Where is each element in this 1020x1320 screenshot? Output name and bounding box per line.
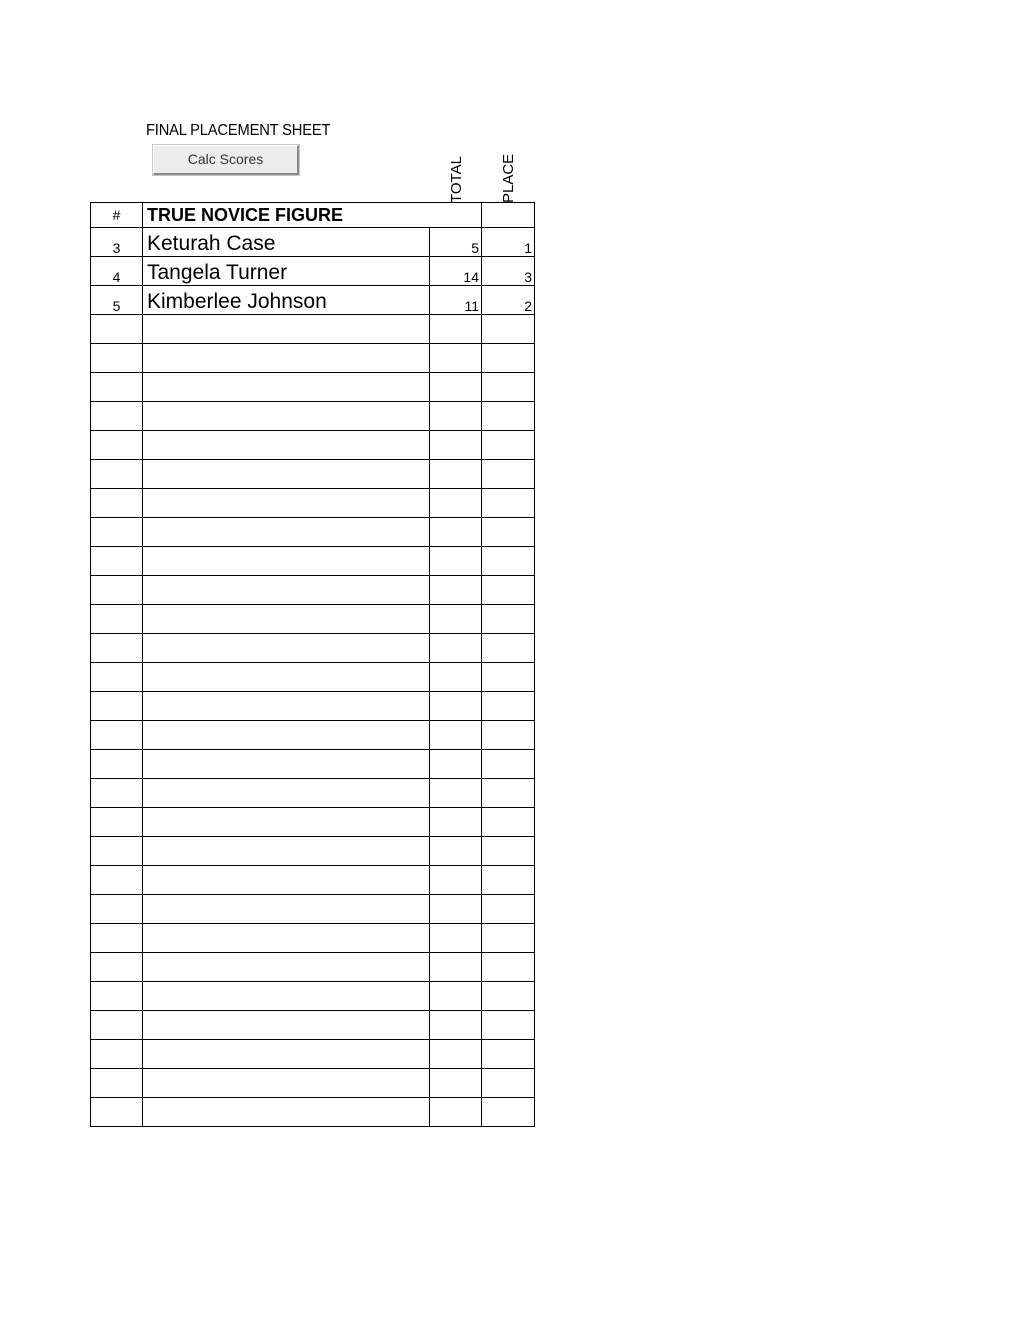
entry-total-cell bbox=[430, 431, 482, 460]
empty-table-row bbox=[91, 866, 535, 895]
total-column-header: TOTAL bbox=[448, 156, 465, 203]
entry-name-cell bbox=[143, 373, 430, 402]
entry-place-cell bbox=[482, 837, 535, 866]
empty-table-row bbox=[91, 460, 535, 489]
empty-table-row bbox=[91, 663, 535, 692]
entry-number-cell bbox=[91, 315, 143, 344]
entry-total-cell bbox=[430, 895, 482, 924]
placement-table bbox=[90, 202, 535, 1127]
empty-table-row bbox=[91, 1069, 535, 1098]
entry-total-cell bbox=[430, 692, 482, 721]
entry-total-cell bbox=[430, 634, 482, 663]
entry-total-cell bbox=[430, 953, 482, 982]
entry-total-cell: 14 bbox=[430, 257, 482, 286]
entry-number-cell bbox=[91, 1040, 143, 1069]
sheet-title: FINAL PLACEMENT SHEET bbox=[146, 122, 331, 139]
empty-table-row bbox=[91, 1011, 535, 1040]
entry-number-cell bbox=[91, 1069, 143, 1098]
entry-place-cell: 3 bbox=[482, 257, 535, 286]
entry-name-cell bbox=[143, 605, 430, 634]
entry-name-cell: Keturah Case bbox=[143, 228, 430, 257]
entry-number-cell bbox=[91, 721, 143, 750]
entry-place-cell bbox=[482, 518, 535, 547]
entry-number-cell: 4 bbox=[91, 257, 143, 286]
entry-total-cell bbox=[430, 1040, 482, 1069]
empty-table-row bbox=[91, 431, 535, 460]
entry-total-cell bbox=[430, 344, 482, 373]
entry-place-cell bbox=[482, 431, 535, 460]
entry-total-cell bbox=[430, 315, 482, 344]
entry-total-cell bbox=[430, 808, 482, 837]
entry-number-cell bbox=[91, 344, 143, 373]
entry-name-cell bbox=[143, 1011, 430, 1040]
calc-scores-button[interactable]: Calc Scores bbox=[153, 145, 299, 175]
empty-table-row bbox=[91, 1098, 535, 1127]
entry-place-cell bbox=[482, 373, 535, 402]
entry-number-cell bbox=[91, 1098, 143, 1127]
empty-table-row bbox=[91, 518, 535, 547]
entry-number-cell bbox=[91, 779, 143, 808]
entry-place-cell bbox=[482, 924, 535, 953]
entry-name-cell bbox=[143, 750, 430, 779]
entry-total-cell bbox=[430, 750, 482, 779]
entry-number-cell bbox=[91, 663, 143, 692]
entry-name-cell bbox=[143, 547, 430, 576]
entry-place-cell bbox=[482, 866, 535, 895]
entry-total-cell bbox=[430, 518, 482, 547]
entry-number-cell bbox=[91, 1011, 143, 1040]
empty-table-row bbox=[91, 576, 535, 605]
empty-table-row bbox=[91, 982, 535, 1011]
entry-name-cell bbox=[143, 315, 430, 344]
entry-place-cell bbox=[482, 634, 535, 663]
entry-total-cell bbox=[430, 779, 482, 808]
empty-table-row bbox=[91, 895, 535, 924]
entry-place-cell bbox=[482, 721, 535, 750]
entry-total-cell bbox=[430, 547, 482, 576]
entry-number-cell bbox=[91, 982, 143, 1011]
entry-place-cell bbox=[482, 779, 535, 808]
entry-name-cell bbox=[143, 866, 430, 895]
entry-place-cell bbox=[482, 982, 535, 1011]
entry-place-cell bbox=[482, 576, 535, 605]
entry-number-cell bbox=[91, 692, 143, 721]
entry-place-cell: 2 bbox=[482, 286, 535, 315]
entry-number-cell bbox=[91, 460, 143, 489]
entry-total-cell bbox=[430, 373, 482, 402]
entry-total-cell bbox=[430, 489, 482, 518]
entry-place-cell bbox=[482, 489, 535, 518]
entry-name-cell bbox=[143, 1069, 430, 1098]
empty-table-row bbox=[91, 837, 535, 866]
entry-total-cell bbox=[430, 1098, 482, 1127]
entry-name-cell bbox=[143, 663, 430, 692]
number-header-cell: # bbox=[91, 203, 143, 228]
empty-table-row bbox=[91, 634, 535, 663]
category-heading-cell: TRUE NOVICE FIGURE bbox=[143, 203, 430, 228]
entry-total-cell bbox=[430, 1069, 482, 1098]
entry-name-cell bbox=[143, 402, 430, 431]
entry-name-cell bbox=[143, 982, 430, 1011]
empty-table-row bbox=[91, 315, 535, 344]
entry-name-cell bbox=[143, 518, 430, 547]
entry-name-cell bbox=[143, 634, 430, 663]
entry-place-cell bbox=[482, 1069, 535, 1098]
entry-place-cell bbox=[482, 605, 535, 634]
entry-place-cell bbox=[482, 895, 535, 924]
entry-number-cell: 3 bbox=[91, 228, 143, 257]
empty-table-row bbox=[91, 750, 535, 779]
entry-total-cell: 5 bbox=[430, 228, 482, 257]
entry-place-cell bbox=[482, 402, 535, 431]
empty-table-row bbox=[91, 924, 535, 953]
entry-name-cell bbox=[143, 1040, 430, 1069]
entry-place-cell: 1 bbox=[482, 228, 535, 257]
entry-total-cell bbox=[430, 982, 482, 1011]
entry-place-cell bbox=[482, 750, 535, 779]
entry-name-cell bbox=[143, 489, 430, 518]
entry-place-cell bbox=[482, 1098, 535, 1127]
entry-total-cell bbox=[430, 663, 482, 692]
entry-number-cell bbox=[91, 634, 143, 663]
empty-table-row bbox=[91, 692, 535, 721]
empty-table-row bbox=[91, 721, 535, 750]
table-header-row bbox=[91, 203, 535, 228]
entry-name-cell bbox=[143, 460, 430, 489]
entry-number-cell bbox=[91, 431, 143, 460]
entry-name-cell bbox=[143, 808, 430, 837]
entry-name-cell bbox=[143, 692, 430, 721]
empty-table-row bbox=[91, 402, 535, 431]
entry-place-cell bbox=[482, 953, 535, 982]
place-column-header: PLACE bbox=[500, 153, 517, 203]
entry-number-cell bbox=[91, 750, 143, 779]
entry-number-cell bbox=[91, 924, 143, 953]
entry-number-cell bbox=[91, 605, 143, 634]
entry-number-cell bbox=[91, 895, 143, 924]
place-header-cell bbox=[482, 203, 535, 228]
entry-name-cell bbox=[143, 576, 430, 605]
entry-name-cell bbox=[143, 779, 430, 808]
entry-number-cell bbox=[91, 808, 143, 837]
empty-table-row bbox=[91, 373, 535, 402]
entry-number-cell bbox=[91, 837, 143, 866]
entry-total-cell bbox=[430, 924, 482, 953]
entry-number-cell: 5 bbox=[91, 286, 143, 315]
entry-total-cell bbox=[430, 402, 482, 431]
entry-number-cell bbox=[91, 489, 143, 518]
entry-name-cell bbox=[143, 344, 430, 373]
empty-table-row bbox=[91, 953, 535, 982]
entry-place-cell bbox=[482, 1040, 535, 1069]
entry-name-cell: Kimberlee Johnson bbox=[143, 286, 430, 315]
empty-table-row bbox=[91, 779, 535, 808]
entry-name-cell bbox=[143, 924, 430, 953]
entry-place-cell bbox=[482, 547, 535, 576]
entry-name-cell bbox=[143, 431, 430, 460]
category-heading-extension bbox=[430, 203, 482, 228]
empty-table-row bbox=[91, 605, 535, 634]
empty-table-row bbox=[91, 1040, 535, 1069]
entry-place-cell bbox=[482, 692, 535, 721]
entry-number-cell bbox=[91, 576, 143, 605]
entry-place-cell bbox=[482, 663, 535, 692]
entry-name-cell bbox=[143, 953, 430, 982]
entry-name-cell bbox=[143, 721, 430, 750]
entry-total-cell bbox=[430, 576, 482, 605]
entry-total-cell bbox=[430, 460, 482, 489]
entry-name-cell bbox=[143, 837, 430, 866]
entry-name-cell bbox=[143, 895, 430, 924]
table-row bbox=[91, 228, 535, 257]
entry-number-cell bbox=[91, 402, 143, 431]
empty-table-row bbox=[91, 489, 535, 518]
entry-number-cell bbox=[91, 518, 143, 547]
entry-number-cell bbox=[91, 547, 143, 576]
empty-table-row bbox=[91, 344, 535, 373]
entry-number-cell bbox=[91, 953, 143, 982]
entry-place-cell bbox=[482, 315, 535, 344]
entry-total-cell bbox=[430, 866, 482, 895]
table-row bbox=[91, 286, 535, 315]
entry-total-cell bbox=[430, 1011, 482, 1040]
entry-number-cell bbox=[91, 866, 143, 895]
entry-place-cell bbox=[482, 344, 535, 373]
entry-total-cell bbox=[430, 605, 482, 634]
entry-total-cell bbox=[430, 837, 482, 866]
table-row bbox=[91, 257, 535, 286]
entry-place-cell bbox=[482, 1011, 535, 1040]
entry-place-cell bbox=[482, 808, 535, 837]
empty-table-row bbox=[91, 547, 535, 576]
entry-name-cell bbox=[143, 1098, 430, 1127]
entry-name-cell: Tangela Turner bbox=[143, 257, 430, 286]
entry-place-cell bbox=[482, 460, 535, 489]
empty-table-row bbox=[91, 808, 535, 837]
entry-total-cell bbox=[430, 721, 482, 750]
entry-total-cell: 11 bbox=[430, 286, 482, 315]
entry-number-cell bbox=[91, 373, 143, 402]
